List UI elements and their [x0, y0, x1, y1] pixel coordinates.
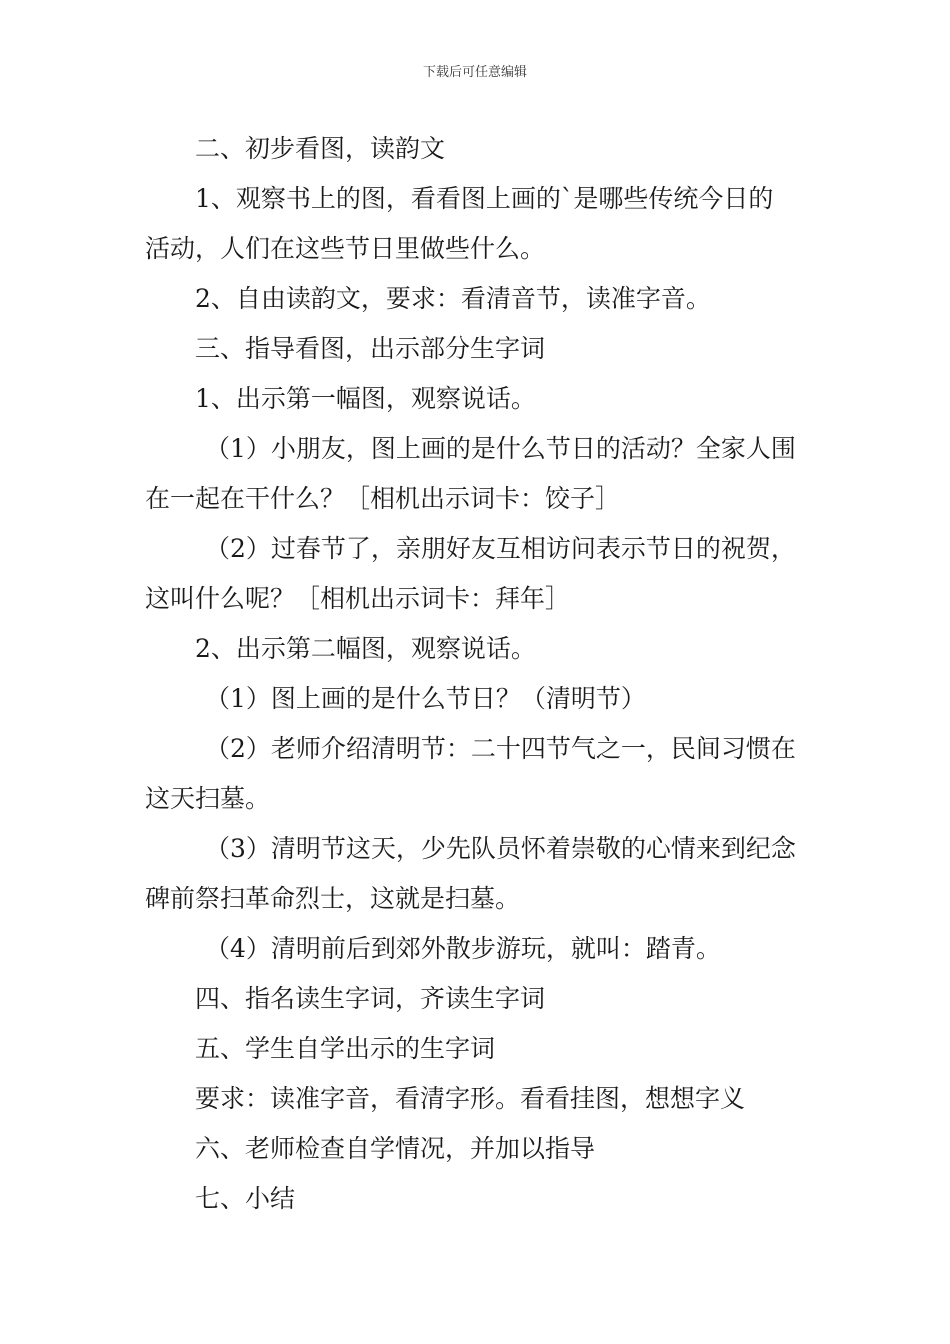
- paragraph-line: 2、自由读韵文，要求：看清音节，读准字音。: [195, 284, 711, 313]
- section-heading-7: 七、小结: [195, 1184, 296, 1213]
- paragraph-line: 2、出示第二幅图，观察说话。: [195, 634, 536, 663]
- paragraph-line: 1、观察书上的图，看看图上画的`是哪些传统今日的: [195, 184, 774, 213]
- paragraph-line: （3）清明节这天，少先队员怀着崇敬的心情来到纪念: [205, 834, 796, 863]
- paragraph-line: （2）老师介绍清明节：二十四节气之一，民间习惯在: [205, 734, 796, 763]
- page-header: 下载后可任意编辑: [422, 65, 527, 80]
- section-heading-6: 六、老师检查自学情况，并加以指导: [195, 1134, 596, 1163]
- paragraph-line: 要求：读准字音，看清字形。看看挂图，想想字义: [195, 1084, 746, 1113]
- paragraph-line: 1、出示第一幅图，观察说话。: [195, 384, 536, 413]
- paragraph-line: （1）图上画的是什么节日？（清明节）: [205, 684, 646, 713]
- paragraph-line: （4）清明前后到郊外散步游玩，就叫：踏青。: [205, 934, 721, 963]
- paragraph-line: 这叫什么呢？［相机出示词卡：拜年］: [145, 584, 571, 613]
- paragraph-line: 在一起在干什么？［相机出示词卡：饺子］: [145, 484, 621, 513]
- paragraph-line: （1）小朋友，图上画的是什么节日的活动？全家人围: [205, 434, 796, 463]
- section-heading-3: 三、指导看图，出示部分生字词: [195, 334, 546, 363]
- section-heading-2: 二、初步看图，读韵文: [195, 134, 446, 163]
- paragraph-line: 碑前祭扫革命烈士，这就是扫墓。: [145, 884, 521, 913]
- section-heading-5: 五、学生自学出示的生字词: [195, 1034, 496, 1063]
- paragraph-line: （2）过春节了，亲朋好友互相访问表示节日的祝贺，: [205, 534, 796, 563]
- paragraph-line: 活动，人们在这些节日里做些什么。: [145, 234, 546, 263]
- section-heading-4: 四、指名读生字词，齐读生字词: [195, 984, 546, 1013]
- paragraph-line: 这天扫墓。: [145, 784, 271, 813]
- document-body: [145, 124, 815, 1224]
